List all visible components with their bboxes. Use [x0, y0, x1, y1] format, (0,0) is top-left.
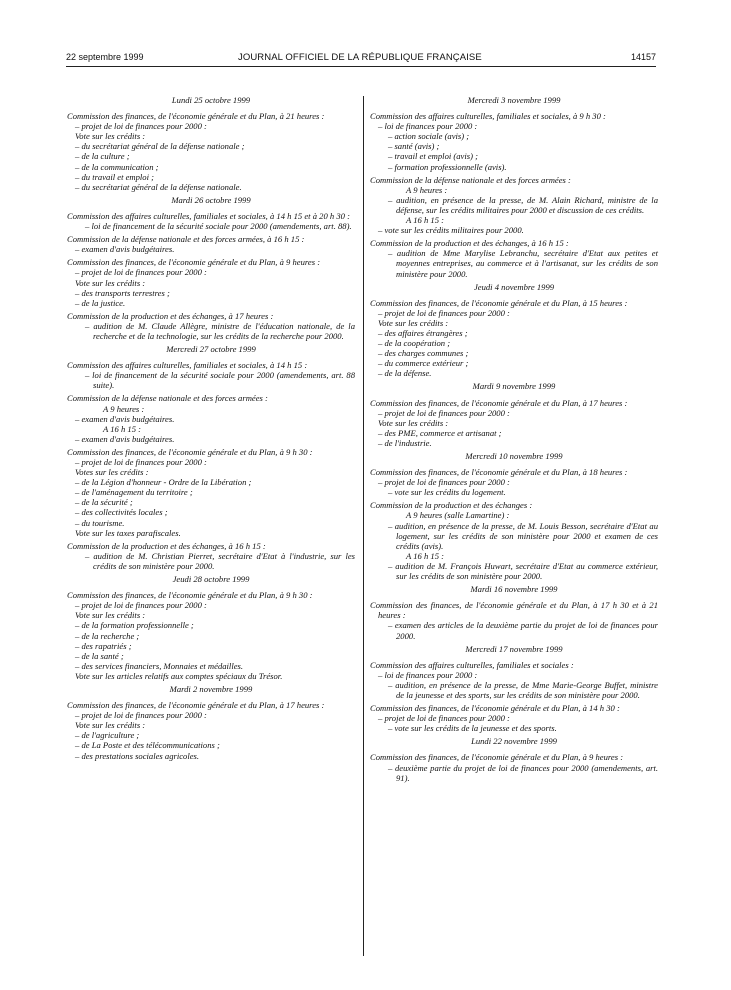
date-heading: Jeudi 28 octobre 1999	[172, 574, 250, 585]
committee-line: Commission des affaires culturelles, familiales et sociales, à 14 h 15 :	[67, 360, 308, 371]
agenda-item-line: – du tourisme.	[75, 517, 125, 528]
committee-line: Commission des finances, de l'économie générale et du Plan, à 17 heures :	[67, 700, 325, 711]
agenda-item-line: – de La Poste et des télécommunications ;	[75, 740, 220, 751]
agenda-item-line: – du commerce extérieur ;	[378, 358, 469, 369]
agenda-item-line: – examen d'avis budgétaires.	[75, 244, 175, 255]
agenda-item-line: – vote sur les crédits du logement.	[388, 487, 506, 498]
agenda-item-line: – audition de M. Claude Allègre, ministre de l'éducation nationale, de la recherche et de la technologie, sur les crédits de la recherche pour 2000.	[85, 320, 355, 341]
agenda-item-line: – des transports terrestres ;	[75, 287, 170, 298]
committee-line: Commission de la défense nationale et des forces armées :	[67, 393, 268, 404]
committee-line: Commission des affaires culturelles, familiales et sociales :	[370, 659, 574, 670]
agenda-item-line: – audition de M. François Huwart, secrétaire d'Etat au commerce extérieur, sur les crédits de son ministère pour 2000.	[388, 560, 658, 582]
agenda-item-line: – des affaires étrangères ;	[378, 327, 468, 338]
agenda-item-line: – projet de loi de finances pour 2000 :	[378, 477, 510, 488]
agenda-item-line: – deuxième partie du projet de loi de finances pour 2000 (amendements, art. 91).	[388, 762, 658, 783]
committee-line: Commission des affaires culturelles, familiales et sociales, à 14 h 15 et à 20 h 30 :	[67, 210, 350, 221]
agenda-item-line: – loi de finances pour 2000 :	[378, 121, 478, 132]
agenda-item-line: – de la justice.	[75, 297, 126, 308]
agenda-item-line: Vote sur les crédits :	[378, 317, 449, 328]
agenda-item-line: Vote sur les crédits :	[75, 277, 146, 288]
agenda-item-line: – des services financiers, Monnaies et médailles.	[75, 660, 244, 671]
agenda-item-line: – projet de loi de finances pour 2000 :	[75, 457, 207, 467]
right-column	[370, 95, 658, 786]
agenda-item-line: – loi de financement de la sécurité sociale pour 2000 (amendements, art. 88).	[85, 221, 352, 232]
agenda-entry	[67, 700, 355, 761]
agenda-item-line: A 16 h 15 :	[406, 215, 445, 226]
agenda-item-line: Vote sur les crédits :	[378, 417, 449, 428]
date-heading: Lundi 25 octobre 1999	[171, 95, 251, 105]
committee-line: Commission des finances, de l'économie générale et du Plan, à 21 heures :	[67, 111, 325, 122]
agenda-entry	[67, 360, 355, 390]
agenda-item-line: – examen d'avis budgétaires.	[75, 433, 175, 444]
agenda-item-line: – action sociale (avis) ;	[388, 131, 470, 142]
agenda-item-line: – audition de Mme Marylise Lebranchu, secrétaire d'Etat aux petites et moyennes entreprises, au commerce et à l'artisanat, sur les crédits de son ministère pour 2000.	[388, 248, 658, 279]
committee-line: Commission des finances, de l'économie générale et du Plan, à 17 heures :	[370, 397, 628, 408]
agenda-item-line: – projet de loi de finances pour 2000 :	[378, 407, 510, 418]
agenda-item-line: – des prestations sociales agricoles.	[75, 750, 200, 761]
agenda-item-line: – des charges communes ;	[378, 348, 469, 359]
agenda-item-line: – vote sur les crédits de la jeunesse et des sports.	[388, 723, 557, 734]
agenda-item-line: – examen d'avis budgétaires.	[75, 413, 175, 424]
agenda-item-line: – vote sur les crédits militaires pour 2000.	[378, 225, 524, 236]
agenda-entry	[370, 660, 658, 700]
left-column	[67, 95, 355, 764]
agenda-item-line: – audition, en présence de la presse, de Mme Marie-George Buffet, ministre de la jeunesse et des sports, sur les crédits de son ministère pour 2000.	[388, 679, 658, 700]
agenda-item-line: – de la coopération ;	[378, 338, 451, 349]
header-rule	[66, 66, 656, 67]
column-divider	[363, 96, 364, 956]
agenda-item-line: – de la communication ;	[75, 161, 159, 172]
agenda-entry	[67, 447, 355, 538]
agenda-item-line: – audition, en présence de la presse, de M. Alain Richard, ministre de la défense, sur les crédits militaires pour 2000 et discussion de ces crédits.	[388, 194, 658, 215]
date-heading: Mercredi 27 octobre 1999	[166, 344, 256, 355]
agenda-item-line: – projet de loi de finances pour 2000 :	[378, 307, 510, 318]
agenda-entry	[370, 238, 658, 278]
committee-line: Commission des finances, de l'économie générale et du Plan, à 14 h 30 :	[370, 703, 620, 714]
agenda-entry	[370, 467, 658, 497]
agenda-item-line: A 9 heures (salle Lamartine) :	[406, 510, 510, 521]
date-heading: Mardi 26 octobre 1999	[171, 194, 251, 205]
committee-line: Commission des finances, de l'économie générale et du Plan, à 15 heures :	[370, 297, 628, 308]
agenda-item-line: Vote sur les articles relatifs aux comptes spéciaux du Trésor.	[75, 670, 283, 681]
agenda-item-line: Votes sur les crédits :	[75, 467, 149, 478]
agenda-entry	[67, 257, 355, 307]
agenda-item-line: – santé (avis) ;	[388, 141, 440, 152]
header-journal-title: JOURNAL OFFICIEL DE LA RÉPUBLIQUE FRANÇAISE	[238, 52, 482, 63]
agenda-entry	[67, 111, 355, 192]
agenda-entry	[370, 600, 658, 640]
agenda-item-line: – projet de loi de finances pour 2000 :	[75, 600, 207, 611]
agenda-entry	[67, 211, 355, 231]
agenda-item-line: – formation professionnelle (avis).	[388, 161, 507, 172]
agenda-item-line: – des PME, commerce et artisanat ;	[378, 427, 502, 438]
agenda-item-line: – des collectivités locales ;	[75, 507, 168, 518]
date-heading: Mardi 2 novembre 1999	[169, 683, 253, 694]
agenda-item-line: – loi de finances pour 2000 :	[378, 669, 478, 680]
date-heading: Mardi 16 novembre 1999	[470, 584, 558, 595]
committee-line: Commission de la production et des échanges, à 16 h 15 :	[67, 540, 266, 551]
date-heading: Mardi 9 novembre 1999	[472, 381, 556, 392]
agenda-entry	[67, 541, 355, 571]
agenda-entry	[370, 703, 658, 733]
agenda-item-line: – de la recherche ;	[75, 630, 140, 641]
agenda-item-line: A 9 heures :	[103, 403, 145, 414]
date-heading: Mercredi 10 novembre 1999	[465, 451, 563, 461]
agenda-item-line: Vote sur les crédits :	[75, 131, 146, 142]
agenda-item-line: – de la santé ;	[75, 650, 124, 661]
committee-line: Commission de la production et des échanges, à 17 heures :	[67, 310, 274, 321]
agenda-item-line: – audition de M. Christian Pierret, secrétaire d'Etat à l'industrie, sur les crédits de son ministère pour 2000.	[85, 550, 355, 571]
agenda-item-line: – de l'agriculture ;	[75, 730, 140, 741]
agenda-item-line: Vote sur les crédits :	[75, 610, 146, 621]
page-header	[66, 52, 656, 66]
agenda-item-line: A 16 h 15 :	[406, 550, 445, 561]
agenda-item-line: – des rapatriés ;	[75, 640, 132, 651]
agenda-item-line: – projet de loi de finances pour 2000 :	[378, 713, 510, 724]
agenda-item-line: – audition, en présence de la presse, de M. Louis Besson, secrétaire d'Etat au logement, sur les crédits de son ministère pour 2000 et examen de ces crédits (avis).	[388, 520, 658, 551]
agenda-entry	[370, 298, 658, 379]
agenda-item-line: – examen des articles de la deuxième partie du projet de loi de finances pour 2000.	[388, 620, 658, 641]
committee-line: Commission de la défense nationale et des forces armées :	[370, 174, 571, 185]
agenda-item-line: – de la défense.	[378, 368, 432, 379]
date-heading: Lundi 22 novembre 1999	[471, 736, 557, 747]
agenda-item-line: – travail et emploi (avis) ;	[388, 151, 478, 162]
agenda-entry	[370, 111, 658, 172]
agenda-item-line: – de la formation professionnelle ;	[75, 620, 194, 631]
committee-line: Commission des finances, de l'économie générale et du Plan, à 17 h 30 et à 21 heures :	[370, 600, 658, 621]
committee-line: Commission de la production et des échanges :	[370, 500, 533, 511]
committee-line: Commission des finances, de l'économie générale et du Plan, à 9 h 30 :	[67, 446, 313, 457]
agenda-item-line: – loi de financement de la sécurité sociale pour 2000 (amendements, art. 88 suite).	[85, 370, 355, 391]
committee-line: Commission des finances, de l'économie générale et du Plan, à 18 heures :	[370, 467, 628, 478]
header-date: 22 septembre 1999	[66, 52, 144, 62]
agenda-item-line: Vote sur les crédits :	[75, 720, 146, 731]
committee-line: Commission des finances, de l'économie générale et du Plan, à 9 heures :	[67, 257, 321, 268]
agenda-entry	[370, 398, 658, 448]
agenda-item-line: – projet de loi de finances pour 2000 :	[75, 121, 207, 132]
agenda-item-line: – de la culture ;	[75, 151, 130, 162]
agenda-entry	[67, 234, 355, 254]
date-heading: Mercredi 17 novembre 1999	[465, 643, 563, 654]
header-page-number: 14157	[630, 52, 656, 62]
agenda-entry	[370, 752, 658, 782]
agenda-item-line: – de l'industrie.	[378, 437, 432, 448]
agenda-item-line: – de la Légion d'honneur - Ordre de la Libération ;	[75, 477, 252, 488]
agenda-item-line: – du secrétariat général de la défense nationale.	[75, 181, 242, 192]
agenda-item-line: – de la sécurité ;	[75, 497, 133, 508]
agenda-item-line: – du secrétariat général de la défense nationale ;	[75, 141, 245, 152]
agenda-entry	[67, 311, 355, 341]
committee-line: Commission des affaires culturelles, familiales et sociales, à 9 h 30 :	[370, 111, 606, 122]
agenda-item-line: – de l'aménagement du territoire ;	[75, 487, 193, 498]
agenda-item-line: – projet de loi de finances pour 2000 :	[75, 710, 207, 721]
agenda-item-line: A 9 heures :	[406, 184, 448, 195]
agenda-item-line: Vote sur les taxes parafiscales.	[75, 527, 181, 538]
agenda-entry	[67, 393, 355, 443]
agenda-item-line: A 16 h 15 :	[103, 423, 142, 434]
agenda-entry	[67, 590, 355, 681]
date-heading: Mercredi 3 novembre 1999	[467, 95, 561, 105]
agenda-item-line: – projet de loi de finances pour 2000 :	[75, 267, 207, 278]
committee-line: Commission de la défense nationale et des forces armées, à 16 h 15 :	[67, 234, 305, 245]
committee-line: Commission des finances, de l'économie générale et du Plan, à 9 h 30 :	[67, 590, 313, 601]
agenda-entry	[370, 175, 658, 236]
agenda-item-line: – du travail et emploi ;	[75, 171, 155, 182]
agenda-entry	[370, 500, 658, 581]
date-heading: Jeudi 4 novembre 1999	[473, 281, 555, 292]
committee-line: Commission de la production et des échanges, à 16 h 15 :	[370, 238, 569, 249]
committee-line: Commission des finances, de l'économie générale et du Plan, à 9 heures :	[370, 752, 624, 763]
